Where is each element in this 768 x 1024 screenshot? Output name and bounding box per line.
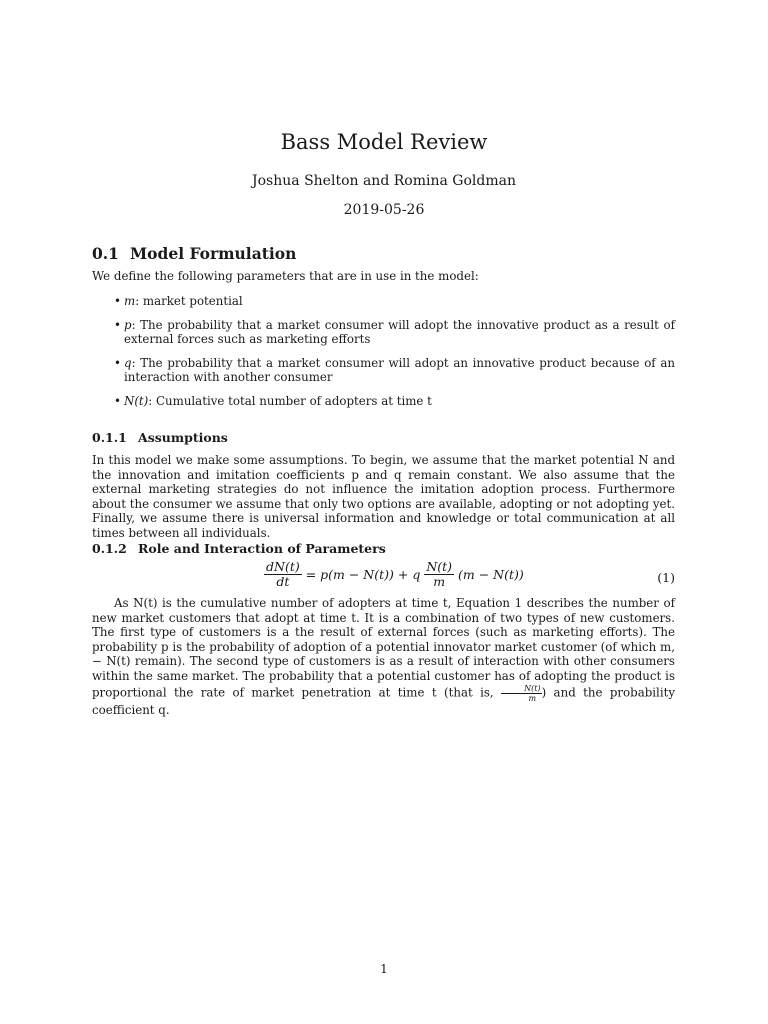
list-item xyxy=(92,394,675,409)
subsection-heading-assumptions xyxy=(92,430,228,445)
page-number: 1 xyxy=(380,962,388,976)
subsection-number: 0.1.2 xyxy=(92,541,127,556)
role-text: As N(t) is the cumulative number of adopters at time t, Equation 1 describes the number of new market customers that adopt at time t. It is a combination of two types of new customers. The first type of customers is a the result of external forces (such as marketing efforts). The probability p is the probability of adoption of a potential innovator market customer (of which m, − N(t) remain). The second type of customers is as a result of interaction with other consumers within the same market. The probability that a potential customer has of adopting the product is proportional the rate of market penetration at time t (that is, xyxy=(92,596,675,700)
subsection-heading-role xyxy=(92,541,386,556)
section-title: Model Formulation xyxy=(130,244,297,263)
equation-body xyxy=(264,560,524,589)
equation-lhs-fraction xyxy=(264,560,302,589)
intro-paragraph: We define the following parameters that are in use in the model: xyxy=(92,269,479,283)
equation-rhs-numerator: N(t) xyxy=(426,559,453,574)
parameter-symbol: q xyxy=(124,355,132,370)
equation-rhs-fraction xyxy=(424,560,454,589)
parameter-symbol: m xyxy=(124,294,136,308)
section-number: 0.1 xyxy=(92,244,119,263)
bullet-icon: • xyxy=(114,317,121,332)
parameter-symbol: p xyxy=(124,317,132,332)
parameter-description: : market potential xyxy=(135,294,243,308)
equation-number: (1) xyxy=(657,570,675,585)
parameter-description: : Cumulative total number of adopters at time t xyxy=(148,393,432,408)
subsection-title: Assumptions xyxy=(138,430,228,445)
parameter-symbol: N(t) xyxy=(124,393,149,408)
equation-part-2: (m − N(t)) xyxy=(458,567,524,582)
paper-authors: Joshua Shelton and Romina Goldman xyxy=(252,173,516,189)
subsection-number: 0.1.1 xyxy=(92,430,127,445)
role-paragraph xyxy=(92,596,675,717)
list-item xyxy=(92,356,675,385)
paper-date: 2019-05-26 xyxy=(343,202,425,218)
equation-rhs-denominator: m xyxy=(433,574,446,589)
subsection-title: Role and Interaction of Parameters xyxy=(138,541,386,556)
equation-part-1: = p(m − N(t)) + q xyxy=(305,567,421,582)
bullet-icon: • xyxy=(114,355,121,370)
assumptions-paragraph: In this model we make some assumptions. To begin, we assume that the market potential N and the innovation and imitation coefficients p and q remain constant. We also assume that the external marketing strategies do not influence the imitation adoption process. Furthermore about the consumer we assume that only two options are available, adopting or not adopting yet. Finally, we assume there is universal information and knowledge or total communication at all times between all individuals. xyxy=(92,453,675,540)
bullet-icon: • xyxy=(114,393,121,408)
inline-fraction-denominator: m xyxy=(528,693,537,703)
parameter-description: : The probability that a market consumer will adopt the innovative product as a result of external forces such as marketing efforts xyxy=(124,317,675,347)
bullet-icon: • xyxy=(114,294,121,308)
paper-title: Bass Model Review xyxy=(280,130,488,154)
equation-block xyxy=(92,560,675,596)
list-item xyxy=(92,318,675,347)
list-item xyxy=(92,294,675,309)
parameter-list xyxy=(92,294,675,418)
section-heading xyxy=(92,244,296,263)
equation-lhs-denominator: dt xyxy=(276,574,290,589)
parameter-description: : The probability that a market consumer will adopt an innovative product because of an interaction with another consumer xyxy=(124,355,675,385)
role-text-end: ) and the probability coefficient q. xyxy=(92,685,676,717)
inline-fraction xyxy=(501,684,541,703)
inline-fraction-numerator: N(t) xyxy=(501,684,541,694)
equation-lhs-numerator: dN(t) xyxy=(266,559,300,574)
